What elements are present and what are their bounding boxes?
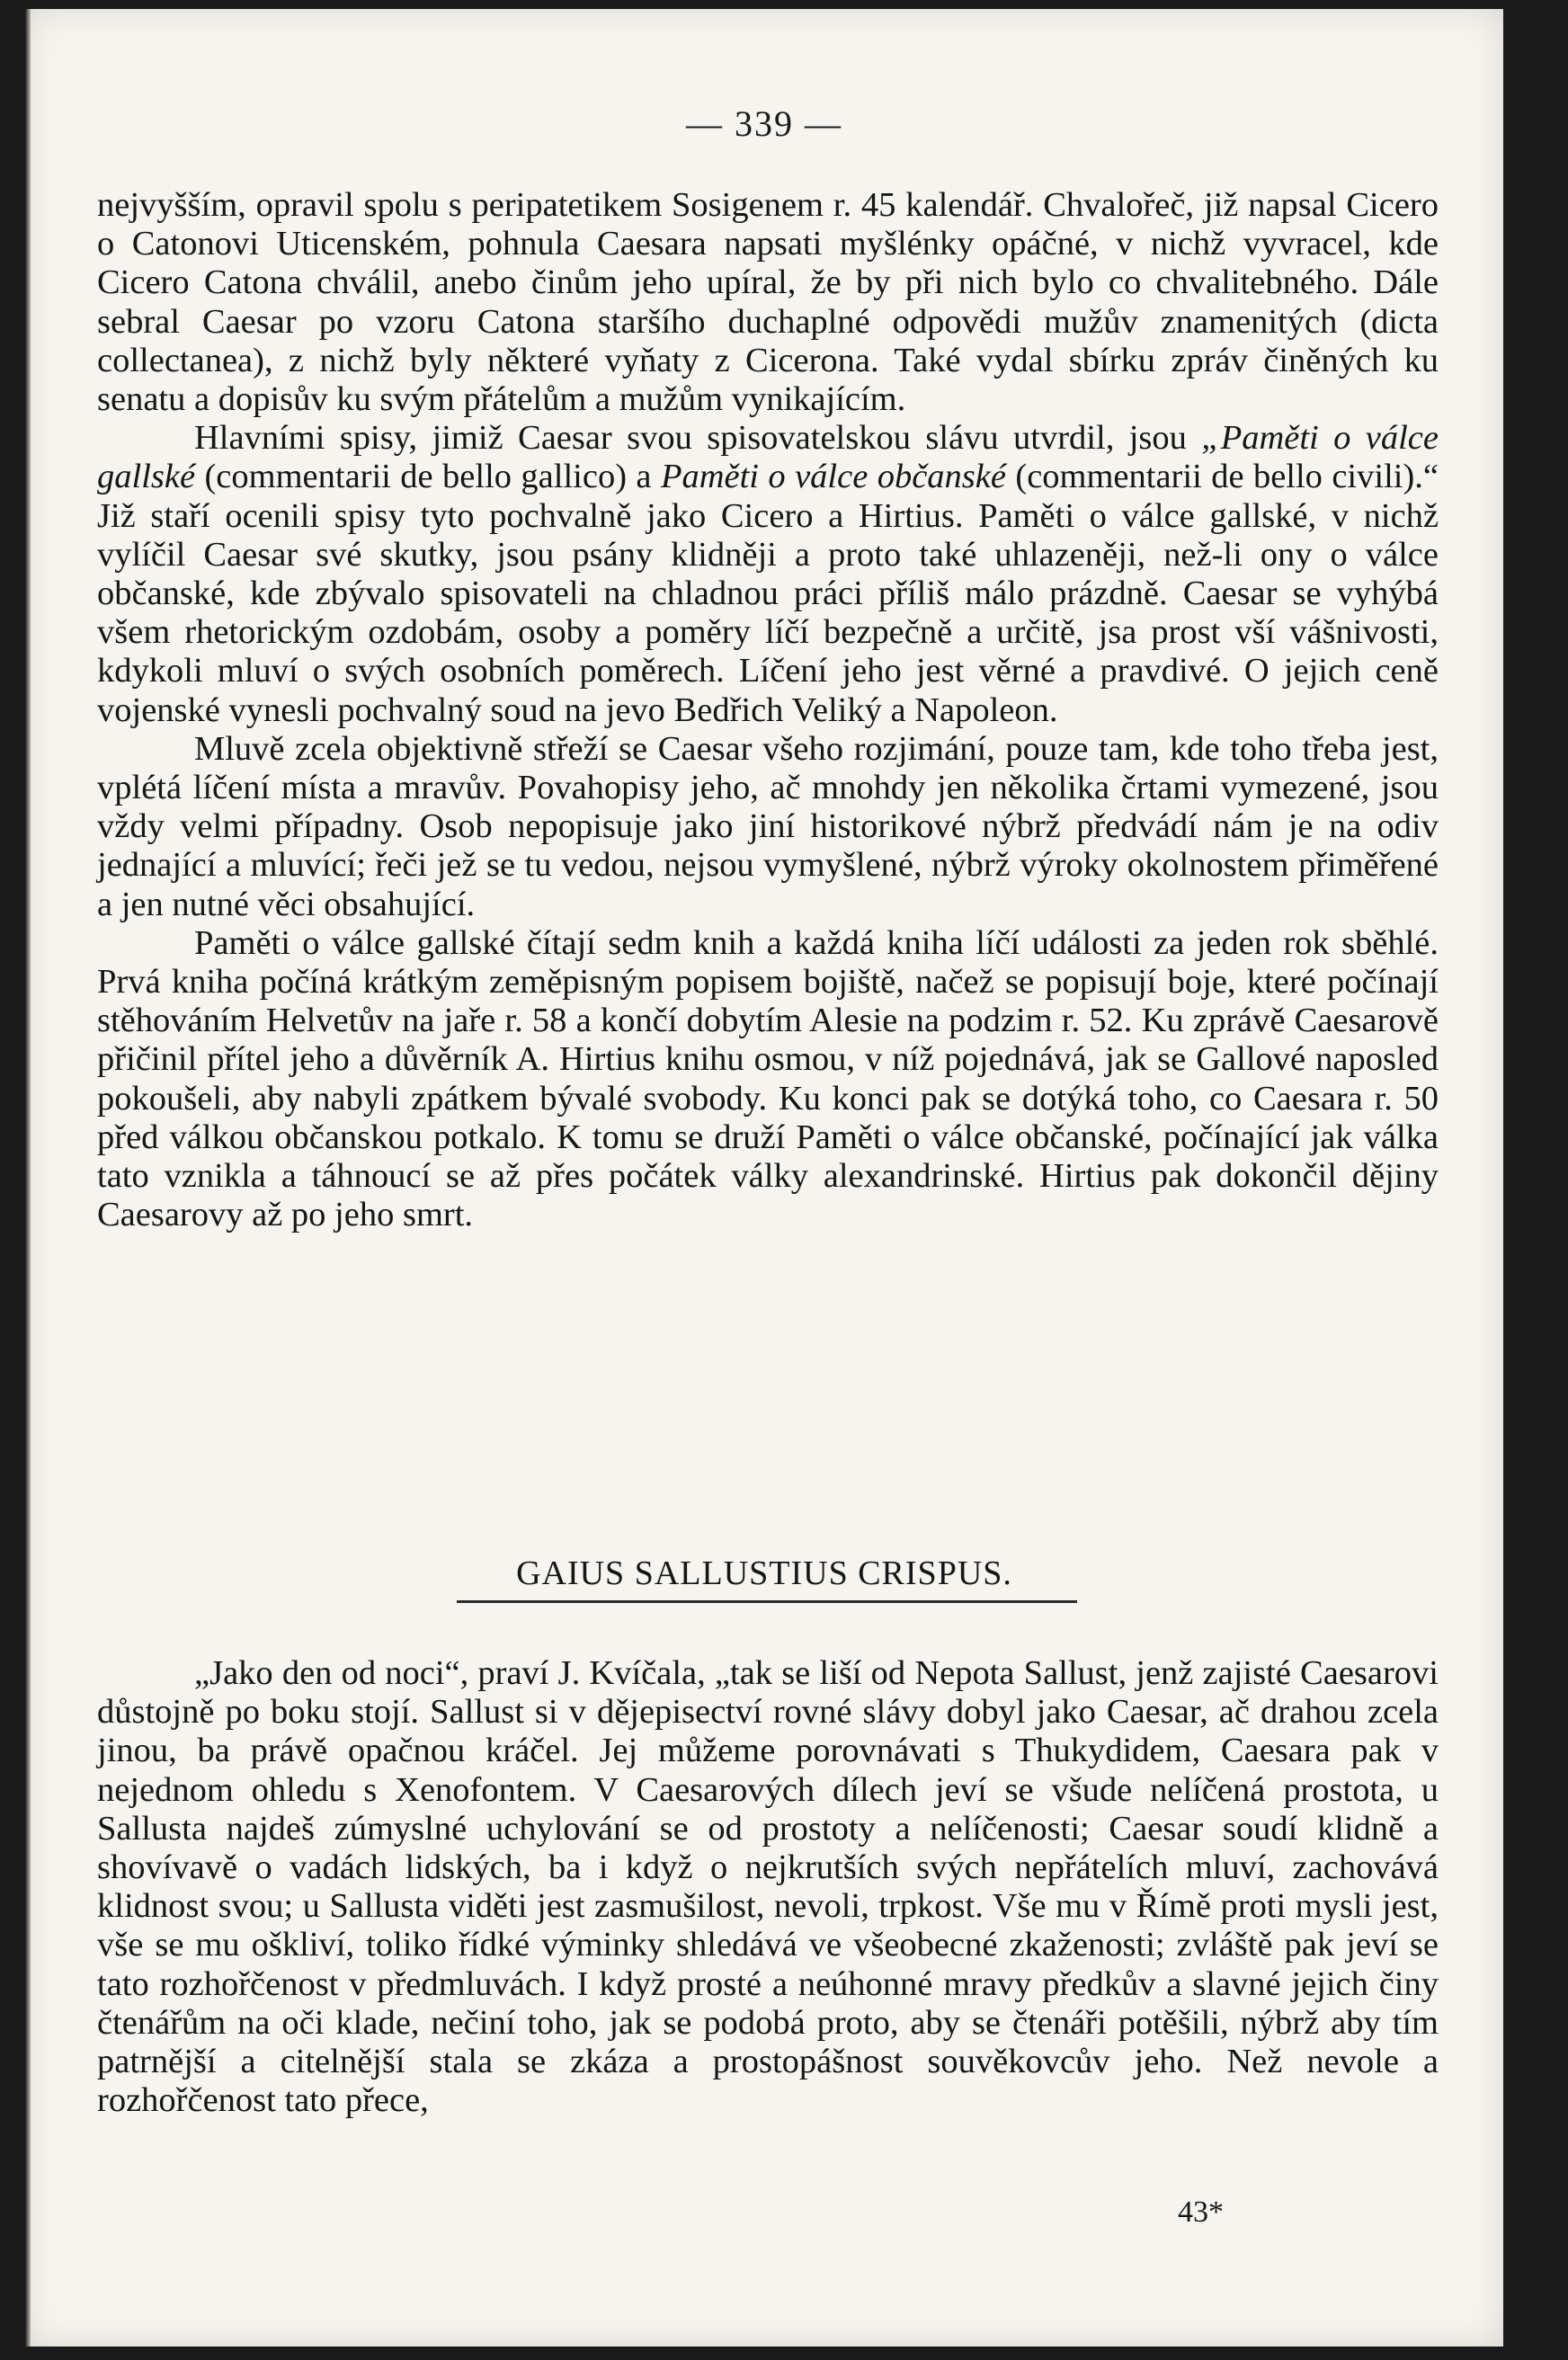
main-works-rest: (commentarii de bello civili).“ Již staří ocenili spisy tyto pochvalně jako Cicero a Hirtius. Paměti o válce gallské, v nichž vylíčil Caesar své skutky, jsou psány klidněji a proto také uhlazeněji, než-li ony o válce občanské, kde zbývalo spisovateli na chladnou práci příliš málo prázdně. Caesar se vyhýbá všem rhetorickým ozdobám, osoby a poměry líčí bezpečně a určitě, jsa prost vší vášnivosti, kdykoli mluví o svých osobních poměrech. Líčení jeho jest věrné a pravdivé. O jejich ceně vojenské vynesli pochvalný soud na jevo Bedřich Veliký a Napoleon. [97,458,1439,729]
book-page [25,9,1503,2347]
page-edge-shadow [25,9,31,2347]
heading-underline [457,1600,1077,1603]
printer-signature-mark: 43* [1178,2195,1224,2229]
main-works-latin-1: (commentarii de bello gallico) a [195,458,661,496]
paragraph-main-works [97,419,1439,730]
section-heading-sallustius: GAIUS SALLUSTIUS CRISPUS. [516,1554,1012,1592]
page-number: — 339 — [686,103,842,144]
paragraph-kvicala-quote: „Jako den od noci“, praví J. Kvíčala, „tak se liší od Nepota Sallust, jenž zajisté Caesarovi důstojně po boku stojí. Sallust si v dějepisectví rovné slávy dobyl jako Caesar, ač drahou zcela jinou, ba právě opačnou kráčel. Jej můžeme porovnávati s Thukydidem, Caesara pak v nejednom ohledu s Xenofontem. V Caesarových dílech jeví se všude nelíčená prostota, u Sallusta najdeš zúmyslné uchylování se od prostoty a nelíčenosti; Caesar soudí klidně a shovívavě o vadách lidských, ba i když o nejkrutších svých nepřátelích mluví, zachovává klidnost svou; u Sallusta viděti jest zasmušilost, nevoli, trpkost. Vše mu v Římě proti mysli jest, vše se mu oškliví, toliko řídké výminky shledává ve všeobecné zkaženosti; zvláště pak jeví se tato rozhořčenost v předmluvách. I když prosté a neúhonné mravy předkův a slavné jejich činy čtenářům na oči klade, nečiní toho, jak se podobá proto, aby se čtenáři potěšili, nýbrž aby tím patrnější a citelnější stala se zkáza a prostopášnost souvěkovcův jeho. Než nevole a rozhořčenost tato přece, [97,1654,1439,2120]
paragraph-seven-books: Paměti o válce gallské čítají sedm knih a každá kniha líčí události za jeden rok sběhlé. Prvá kniha počíná krátkým zeměpisným popisem bojiště, načež se popisují boje, které počínají stěhováním Helvetův na jaře r. 58 a končí dobytím Alesie na podzim r. 52. Ku zprávě Caesarově přičinil přítel jeho a důvěrník A. Hirtius knihu osmou, v níž pojednává, jak se Gallové naposled pokoušeli, aby nabyli zpátkem bývalé svobody. Ku konci pak se dotýká toho, co Caesara r. 50 před válkou občanskou potkalo. K tomu se druží Paměti o válce občanské, počínající jak válka tato vznikla a táhnoucí se až přes počátek války alexandrinské. Hirtius pak dokončil dějiny Caesarovy až po jeho smrt. [97,923,1439,1234]
sallustius-section-text [97,1654,1439,2120]
paragraph-calendar-reform: nejvyšším, opravil spolu s peripatetikem Sosigenem r. 45 kalendář. Chvalořeč, již napsal Cicero o Catonovi Uticenském, pohnula Caesara napsati myšlénky opáčné, v nichž vyvracel, kde Cicero Catona chválil, anebo činům jeho upíral, že by při nich bylo co chvalitebného. Dále sebral Caesar po vzoru Catona staršího duchaplné odpovědi mužův znamenitých (dicta collectanea), z nichž byly některé vyňaty z Cicerona. Také vydal sbírku zpráv činěných ku senatu a dopisův ku svým přátelům a mužům vynikajícím. [97,186,1439,419]
title-civil-war: Paměti o válce občanské [660,458,1006,496]
caesar-section-text [97,186,1439,1234]
paragraph-objective-style: Mluvě zcela objektivně střeží se Caesar všeho rozjimání, pouze tam, kde toho třeba jest, vplétá líčení místa a mravův. Povahopisy jeho, ač mnohdy jen několika črtami vymezené, jsou vždy velmi případny. Osob nepopisuje jako jiní historikové nýbrž předvádí nám je na odiv jednající a mluvící; řeči jež se tu vedou, nejsou vymyšlené, nýbrž výroky okolnostem přiměřené a jen nutné věci obsahující. [97,729,1439,923]
main-works-intro: Hlavními spisy, jimiž Caesar svou spisovatelskou slávu utvrdil, jsou [194,419,1202,458]
title-gallic-war: „Paměti o válce gallské [97,419,1439,496]
